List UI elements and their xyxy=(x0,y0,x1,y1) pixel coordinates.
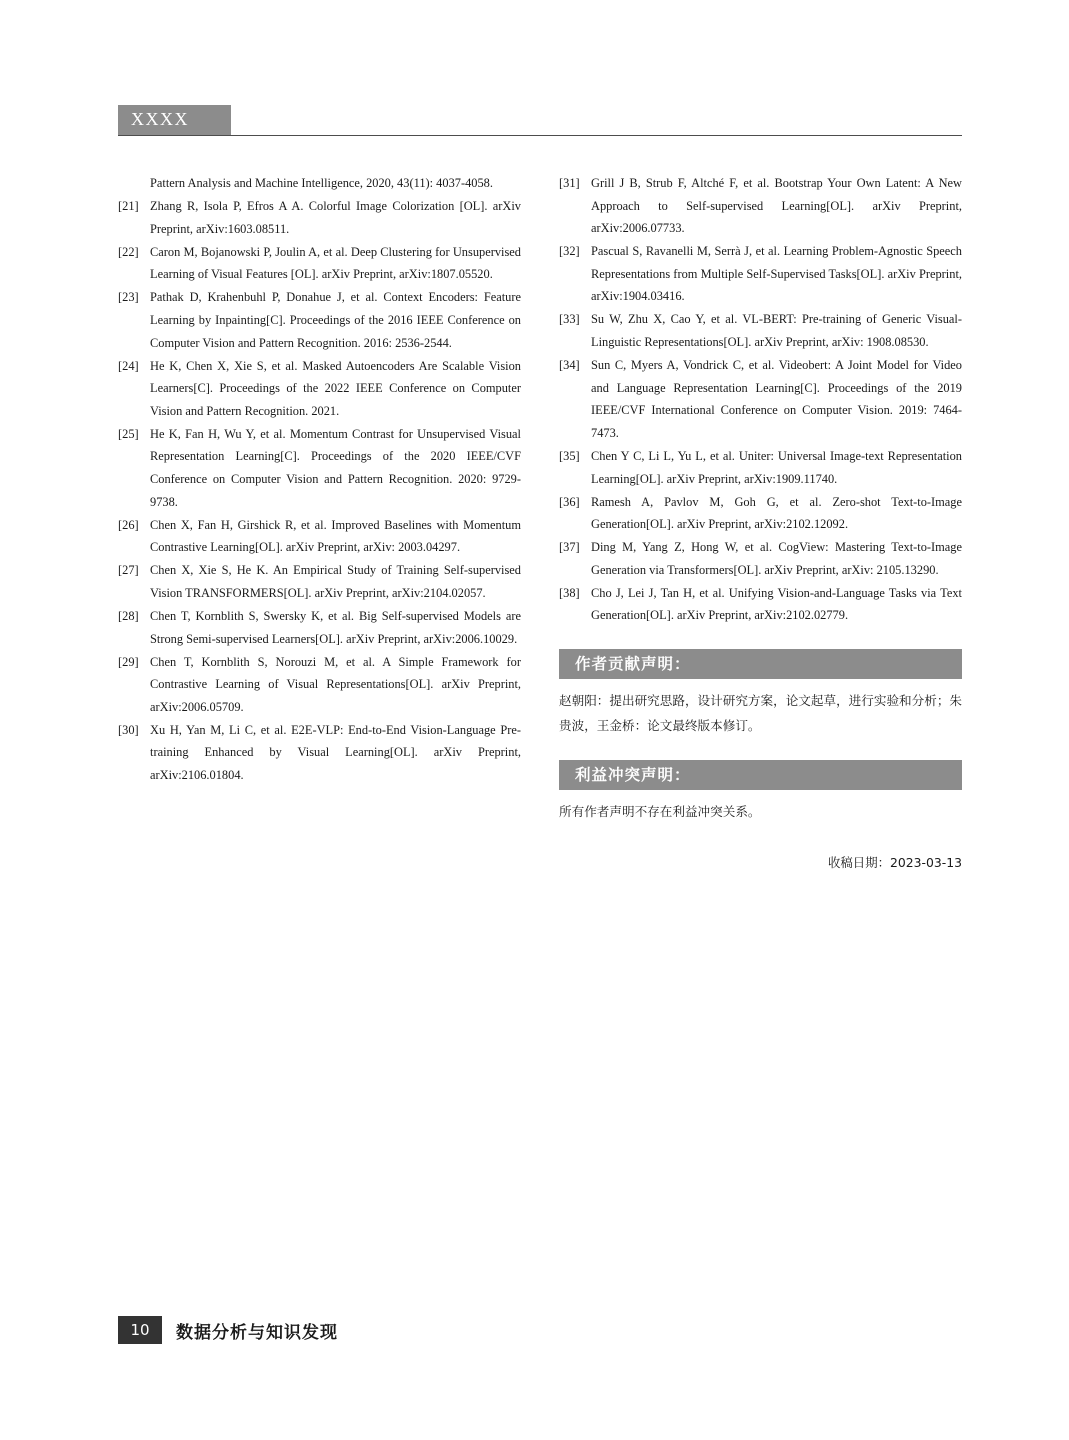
page-content xyxy=(118,0,962,1440)
reference-text: Pascual S, Ravanelli M, Serrà J, et al. Learning Problem-Agnostic Speech Representations from Multiple Self-Supervised Tasks[OL]. arXiv Preprint, arXiv:1904.03416. xyxy=(591,244,962,304)
reference-number: [30] xyxy=(118,722,139,737)
reference-item xyxy=(559,536,962,581)
conflict-of-interest-banner-label: 利益冲突声明： xyxy=(575,766,691,785)
reference-number: [24] xyxy=(118,358,139,373)
reference-text: Chen T, Kornblith S, Norouzi M, et al. A Simple Framework for Contrastive Learning of Visual Representations[OL]. arXiv Preprint, arXiv:2006.05709. xyxy=(150,654,521,714)
reference-number: [38] xyxy=(559,585,580,600)
conflict-of-interest-body: 所有作者声明不存在利益冲突关系。 xyxy=(559,804,761,820)
reference-text: Su W, Zhu X, Cao Y, et al. VL-BERT: Pre-training of Generic Visual-Linguistic Representations[OL]. arXiv Preprint, arXiv: 1908.08530. xyxy=(591,312,962,350)
conflict-of-interest-banner xyxy=(559,760,962,790)
reference-text: Ding M, Yang Z, Hong W, et al. CogView: Mastering Text-to-Image Generation via Transformers[OL]. arXiv Preprint, arXiv: 2105.13290. xyxy=(591,540,962,577)
reference-item xyxy=(118,651,521,719)
reference-number: [31] xyxy=(559,176,580,190)
reference-text: Sun C, Myers A, Vondrick C, et al. Videobert: A Joint Model for Video and Language Representation Learning[C]. Proceedings of the 2019 IEEE/CVF International Conference on Computer Vision. 2019: 7464-7473. xyxy=(591,358,962,440)
reference-text: Chen X, Fan H, Girshick R, et al. Improved Baselines with Momentum Contrastive Learning[OL]. arXiv Preprint, arXiv: 2003.04297. xyxy=(150,517,521,555)
reference-item xyxy=(118,286,521,354)
author-contribution-body: 赵朝阳：提出研究思路，设计研究方案，论文起草，进行实验和分析；朱贵波，王金桥：论文最终版本修订。 xyxy=(559,693,962,733)
reference-number: [27] xyxy=(118,563,139,578)
reference-number: [36] xyxy=(559,494,580,509)
right-column xyxy=(559,172,962,871)
reference-number: [25] xyxy=(118,426,139,441)
reference-item xyxy=(559,445,962,490)
reference-text: Chen X, Xie S, He K. An Empirical Study of Training Self-supervised Vision TRANSFORMERS[OL]. arXiv Preprint, arXiv:2104.02057. xyxy=(150,563,521,600)
reference-number: [22] xyxy=(118,244,139,259)
reference-number: [28] xyxy=(118,608,139,623)
reference-text: He K, Chen X, Xie S, et al. Masked Autoencoders Are Scalable Vision Learners[C]. Proceedings of the 2022 IEEE Conference on Computer Vision and Pattern Recognition. 2021. xyxy=(150,358,521,418)
journal-name: 数据分析与知识发现 xyxy=(176,1323,338,1343)
reference-item xyxy=(559,172,962,240)
left-column xyxy=(118,172,521,787)
reference-number: [33] xyxy=(559,312,580,327)
reference-item xyxy=(559,308,962,353)
page-number: 10 xyxy=(130,1321,150,1339)
reference-text: Cho J, Lei J, Tan H, et al. Unifying Vision-and-Language Tasks via Text Generation[OL]. arXiv Preprint, arXiv:2102.02779. xyxy=(591,585,962,623)
reference-item xyxy=(118,355,521,423)
reference-item xyxy=(118,423,521,513)
reference-text: Xu H, Yan M, Li C, et al. E2E-VLP: End-to-End Vision-Language Pre-training Enhanced by Visual Learning[OL]. arXiv Preprint, arXiv:2106.01804. xyxy=(150,722,521,783)
reference-number: [21] xyxy=(118,199,139,214)
reference-continuation xyxy=(118,172,521,195)
reference-number: [29] xyxy=(118,654,139,669)
reference-item xyxy=(559,354,962,444)
reference-number: [35] xyxy=(559,448,580,463)
reference-number: [32] xyxy=(559,244,580,259)
header-divider xyxy=(118,135,962,136)
reference-text: Caron M, Bojanowski P, Joulin A, et al. Deep Clustering for Unsupervised Learning of Visual Features [OL]. arXiv Preprint, arXiv:1807.05520. xyxy=(150,244,521,282)
reference-item xyxy=(559,240,962,308)
page-header xyxy=(118,105,962,135)
reference-text: Grill J B, Strub F, Altché F, et al. Bootstrap Your Own Latent: A New Approach to Self-supervised Learning[OL]. arXiv Preprint, arXiv:2006.07733. xyxy=(591,176,962,236)
author-contribution-banner xyxy=(559,649,962,679)
reference-item xyxy=(559,582,962,627)
reference-text: Chen T, Kornblith S, Swersky K, et al. Big Self-supervised Models are Strong Semi-supervised Learners[OL]. arXiv Preprint, arXiv:2006.10029. xyxy=(150,608,521,646)
reference-item xyxy=(118,195,521,240)
author-contribution-banner-label: 作者贡献声明： xyxy=(575,655,691,674)
reference-item xyxy=(118,241,521,286)
reference-continuation-text: Pattern Analysis and Machine Intelligence, 2020, 43(11): 4037-4058. xyxy=(150,176,493,190)
page-footer xyxy=(118,1316,962,1348)
reference-number: [37] xyxy=(559,540,580,555)
header-badge-label: XXXX xyxy=(131,109,189,129)
reference-text: He K, Fan H, Wu Y, et al. Momentum Contrast for Unsupervised Visual Representation Learning[C]. Proceedings of the 2020 IEEE/CVF Conference on Computer Vision and Pattern Recognition. 2020: 9729-9738. xyxy=(150,426,521,509)
reference-text: Ramesh A, Pavlov M, Goh G, et al. Zero-shot Text-to-Image Generation[OL]. arXiv Preprint, arXiv:2102.12092. xyxy=(591,494,962,532)
reference-text: Chen Y C, Li L, Yu L, et al. Uniter: Universal Image-text Representation Learning[OL]. arXiv Preprint, arXiv:1909.11740. xyxy=(591,448,962,486)
reference-item xyxy=(118,514,521,559)
reference-text: Pathak D, Krahenbuhl P, Donahue J, et al. Context Encoders: Feature Learning by Inpainting[C]. Proceedings of the 2016 IEEE Conference on Computer Vision and Pattern Recognition. 2016: 2536-2544. xyxy=(150,290,521,350)
reference-text: Zhang R, Isola P, Efros A A. Colorful Image Colorization [OL]. arXiv Preprint, arXiv:1603.08511. xyxy=(150,199,521,236)
reference-item xyxy=(118,559,521,604)
reference-item xyxy=(118,605,521,650)
reference-number: [23] xyxy=(118,290,139,305)
reference-number: [34] xyxy=(559,358,580,373)
reference-number: [26] xyxy=(118,517,139,532)
received-date: 收稿日期：2023-03-13 xyxy=(828,854,962,870)
reference-item xyxy=(118,719,521,787)
reference-item xyxy=(559,491,962,536)
